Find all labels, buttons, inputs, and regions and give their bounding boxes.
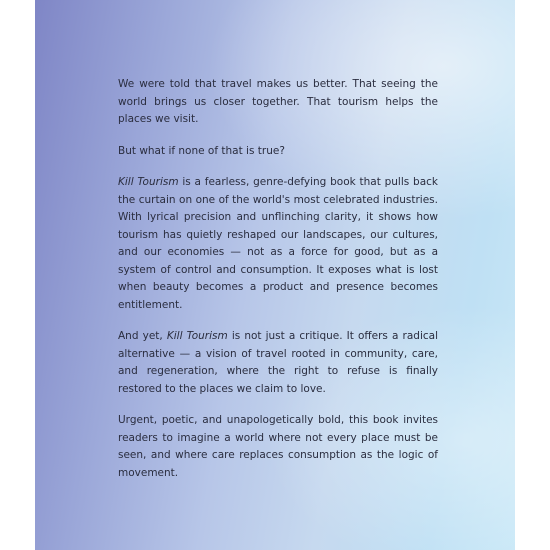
paragraph-closing: Urgent, poetic, and unapologetically bold, this book invites readers to imagine a world where not every place must be seen, and where care replaces consumption as the logic of movement. (118, 414, 438, 479)
paragraph-description (118, 174, 438, 314)
paragraph-alternative-text: is not just a critique. It offers a radical alternative — a vision of travel rooted in community, care, and regeneration, where the right to refuse is finally restored to the places we claim to love. (118, 330, 438, 395)
paragraph-description-text: is a fearless, genre-defying book that pulls back the curtain on one of the world's most celebrated industries. With lyrical precision and unflinching clarity, it shows how tourism has quietly reshaped our landscapes, our cultures, and our economies — not as a force for good, but as a system of control and consumption. It exposes what is lost when beauty becomes a product and presence becomes entitlement. (118, 176, 438, 311)
blurb-text (118, 76, 438, 496)
paragraph-question: But what if none of that is true? (118, 144, 285, 157)
paragraph-intro: We were told that travel makes us better. That seeing the world brings us closer together. That tourism helps the places we visit. (118, 78, 438, 125)
paragraph-alternative-lead: And yet, (118, 330, 167, 342)
book-title: Kill Tourism (118, 176, 179, 188)
book-title: Kill Tourism (166, 330, 228, 342)
book-back-cover (35, 0, 515, 550)
paragraph-alternative (118, 328, 438, 398)
